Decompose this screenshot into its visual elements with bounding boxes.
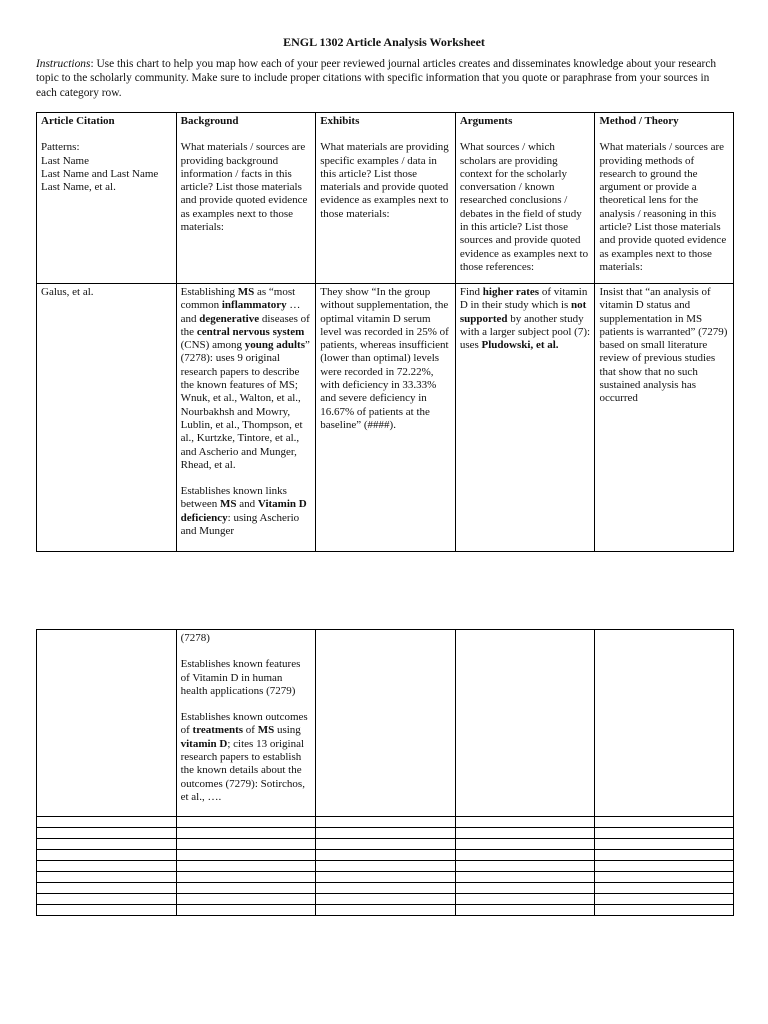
background-entry-4 [181,711,312,804]
exhibits-header-cell [316,113,456,284]
instructions-text: : Use this chart to help you map how each of your peer reviewed journal articles creates and disseminates knowledge about your research topic to the scholarly community. Make sure to include proper citations with specific information that you quote or paraphrase from your sources in each category row. [36,58,717,99]
bold-run: not supported [459,299,587,325]
exhibits-cell [316,630,456,817]
text-run: by another study with a larger subject pool (7): uses [459,312,591,352]
empty-cell [455,828,595,839]
empty-cell [176,861,316,872]
citation-header-cell [37,113,177,284]
empty-cell [316,905,456,916]
background-entry-3: Establishes known features of Vitamin D in human health applications (7279) [180,658,301,697]
citation-text: Galus, et al. [41,286,94,298]
empty-row [37,839,734,850]
prompt-row [37,113,734,284]
empty-cell [37,872,177,883]
instructions-label: Instructions [36,58,91,70]
instructions [36,57,732,100]
table-row [37,630,734,817]
empty-row [37,872,734,883]
text-run: of [243,724,258,737]
empty-cell [316,872,456,883]
empty-cell [176,850,316,861]
empty-cell [176,872,316,883]
bold-run: Vitamin D deficiency [180,498,307,524]
bold-run: young adults [244,339,306,352]
table-row [37,284,734,552]
empty-row [37,850,734,861]
empty-cell [595,817,734,828]
background-continued: (7278) [180,632,210,644]
bold-run: treatments [192,724,244,737]
text-run: Establishes known outcomes of [180,711,308,737]
header-exhibits: Exhibits [320,115,360,127]
empty-cell [37,861,177,872]
background-prompt: What materials / sources are providing background information / facts in this article? List those materials and provide quoted evidence as examples next to those materials: [180,141,308,234]
exhibits-cell [316,284,456,552]
empty-cell [316,828,456,839]
background-entry-1 [181,286,312,472]
text-run: and [236,498,258,511]
text-run: ” (7278): uses 9 original research papers to describe the known features of MS; Wnuk, et al., Walton, et al., Nourbakhsh and Mowry, Lublin, et al., Thompson, et al., Kurtzke, Tintore, et al., and Ascherio and Munger, Rhead, et al. [180,339,310,471]
empty-row [37,905,734,916]
empty-cell [455,861,595,872]
method-header-cell [595,113,734,284]
empty-cell [37,828,177,839]
method-cell [595,630,734,817]
bold-run: MS [257,724,275,737]
header-method-theory: Method / Theory [599,115,679,127]
method-text: Insist that “an analysis of vitamin D status and supplementation in MS patients is warranted” (7279) based on small literature review of previous studies that show that no such sustained analysis has occurred [599,286,728,405]
exhibits-prompt: What materials are providing specific examples / data in this article? List those materials and provide quoted evidence as examples next to those materials: [320,141,449,220]
background-cell [176,284,316,552]
empty-cell [37,894,177,905]
background-entry-2 [181,485,312,538]
citation-pattern-1: Last Name [41,154,89,167]
empty-cell [595,905,734,916]
empty-cell [455,894,595,905]
empty-cell [595,861,734,872]
text-run: (CNS) among [180,339,245,352]
bold-run: inflammatory [221,299,287,312]
exhibits-text: They show “In the group without supplementation, the optimal vitamin D serum level was recorded in 25% of patients, whereas insufficient (lower than optimal) levels were recorded in 72.22%, with deficiency in 33.33% and severe deficiency in 16.67% of patients at the baseline” (####). [320,286,449,431]
empty-cell [37,905,177,916]
empty-cell [455,883,595,894]
header-background: Background [180,115,239,127]
analysis-table-continued [36,629,734,916]
method-cell [595,284,734,552]
text-run: using [274,724,301,737]
empty-cell [455,850,595,861]
empty-cell [595,850,734,861]
empty-cell [316,839,456,850]
empty-cell [595,894,734,905]
bold-run: central nervous system [196,325,305,338]
text-run: ; cites 13 original research papers to establish the known details about the outcomes (7279): Sotirchos, et al., …. [180,737,305,803]
bold-run: MS [220,498,237,511]
text-run: Establishes known links between [180,485,287,511]
text-run: : using Ascherio and Munger [180,511,300,538]
bold-run: Pludowski, et al. [481,339,559,352]
empty-row [37,894,734,905]
arguments-prompt: What sources / which scholars are providing context for the scholarly conversation / known researched conclusions / debates in the field of study in this article? List those sources and provide quoted evidence as examples next to those references: [459,141,589,273]
empty-cell [455,817,595,828]
empty-cell [176,894,316,905]
citation-pattern-2: Last Name and Last Name [41,167,159,180]
empty-cell [595,883,734,894]
text-run: of vitamin D in their study which is [459,286,588,312]
citation-patterns-label: Patterns: [41,141,80,154]
empty-cell [595,828,734,839]
page-title: ENGL 1302 Article Analysis Worksheet [283,35,485,49]
empty-cell [316,883,456,894]
empty-cell [37,817,177,828]
empty-cell [176,883,316,894]
background-header-cell [176,113,316,284]
header-article-citation: Article Citation [41,115,115,127]
text-run: Establishing [180,286,238,298]
arguments-header-cell [455,113,595,284]
empty-row [37,861,734,872]
text-run: diseases of the [180,312,310,338]
empty-row [37,817,734,828]
analysis-table [36,112,734,552]
empty-cell [176,905,316,916]
empty-cell [316,817,456,828]
citation-pattern-3: Last Name, et al. [41,181,116,194]
empty-cell [455,872,595,883]
empty-cell [176,817,316,828]
bold-run: vitamin D [180,737,228,750]
text-run: … and [180,299,301,325]
text-run: Find [459,286,483,298]
arguments-cell [455,284,595,552]
citation-cell [37,630,177,817]
empty-cell [37,883,177,894]
bold-run: higher rates [482,286,540,298]
empty-cell [455,905,595,916]
empty-cell [316,894,456,905]
citation-cell [37,284,177,552]
empty-row [37,828,734,839]
empty-cell [176,828,316,839]
method-prompt: What materials / sources are providing methods of research to ground the argument or provide a theoretical lens for the analysis / reasoning in this article? List those materials and provide quoted evidence as examples next to those materials: [599,141,727,273]
empty-cell [455,839,595,850]
bold-run: degenerative [199,312,260,325]
empty-cell [176,839,316,850]
text-run: as “most common [180,286,296,312]
bold-run: MS [237,286,255,298]
empty-cell [37,850,177,861]
empty-row [37,883,734,894]
empty-cell [595,872,734,883]
empty-cell [316,861,456,872]
empty-cell [316,850,456,861]
background-cell [176,630,316,817]
header-arguments: Arguments [459,115,513,127]
empty-cell [595,839,734,850]
arguments-cell [455,630,595,817]
empty-cell [37,839,177,850]
